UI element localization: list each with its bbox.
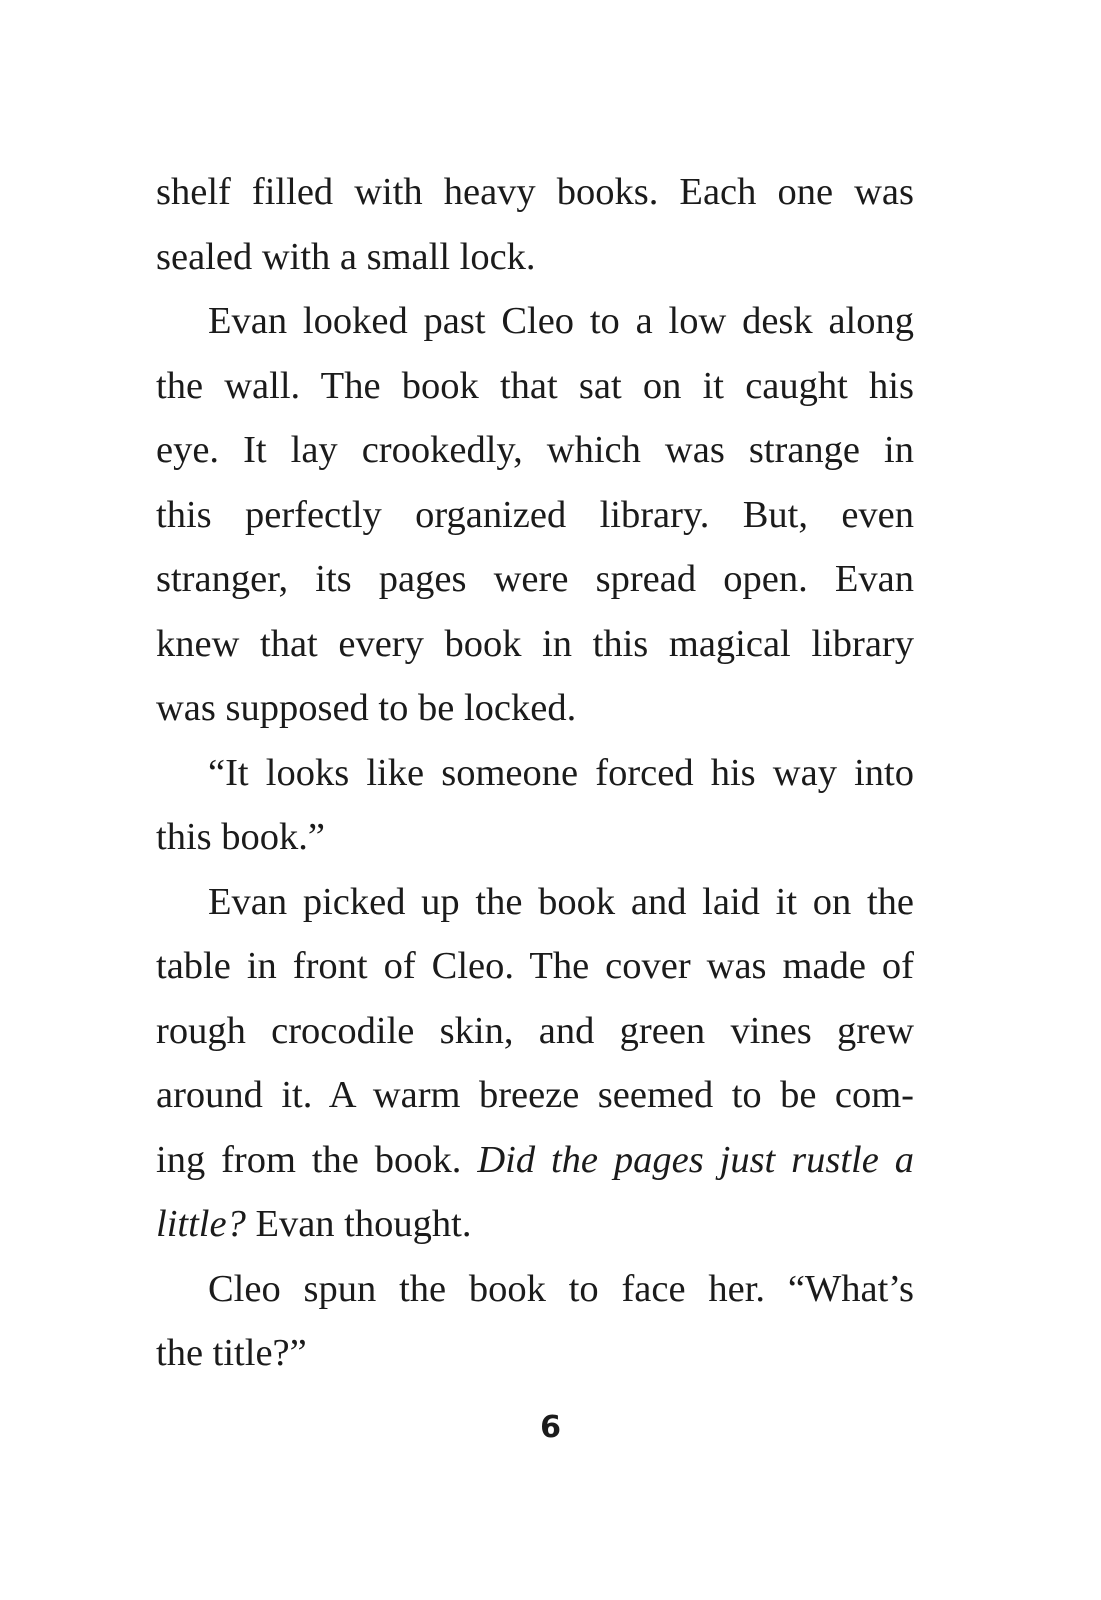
paragraph bbox=[156, 870, 914, 1257]
page-number: 6 bbox=[540, 1410, 561, 1445]
body-text bbox=[156, 160, 914, 1386]
text-line: eye. It lay crookedly, which was strange in bbox=[156, 429, 914, 471]
text-line: this perfectly organized library. But, even bbox=[156, 493, 914, 536]
text-line: table in front of Cleo. The cover was made of bbox=[156, 945, 914, 987]
paragraph bbox=[156, 1257, 914, 1386]
paragraph bbox=[156, 160, 914, 289]
text-line: rough crocodile skin, and green vines grew bbox=[156, 1009, 914, 1052]
italic-thought: Did the pages just rustle a bbox=[477, 1138, 914, 1181]
paragraph bbox=[156, 289, 914, 741]
italic-thought: little? bbox=[156, 1203, 246, 1245]
text-line: “It looks like someone forced his way into bbox=[208, 751, 914, 794]
text-run: Evan thought. bbox=[245, 1203, 472, 1245]
text-line: the wall. The book that sat on it caught his bbox=[156, 364, 914, 407]
text-line: knew that every book in this magical library bbox=[156, 622, 914, 665]
text-line: stranger, its pages were spread open. Evan bbox=[156, 558, 914, 600]
text-line: shelf filled with heavy books. Each one was bbox=[156, 171, 914, 213]
text-line: Evan looked past Cleo to a low desk along bbox=[208, 300, 914, 342]
paragraph bbox=[156, 741, 914, 870]
text-run: ing from the book. bbox=[156, 1138, 478, 1181]
text-line: the title?” bbox=[156, 1332, 307, 1374]
text-line: was supposed to be locked. bbox=[156, 687, 577, 729]
text-line: this book.” bbox=[156, 816, 325, 858]
text-line bbox=[156, 1128, 914, 1193]
text-line: sealed with a small lock. bbox=[156, 235, 536, 278]
text-line: around it. A warm breeze seemed to be com- bbox=[156, 1074, 914, 1116]
text-line: Cleo spun the book to face her. “What’s bbox=[208, 1267, 914, 1310]
text-line bbox=[156, 1192, 914, 1257]
text-line: Evan picked up the book and laid it on the bbox=[208, 880, 914, 923]
